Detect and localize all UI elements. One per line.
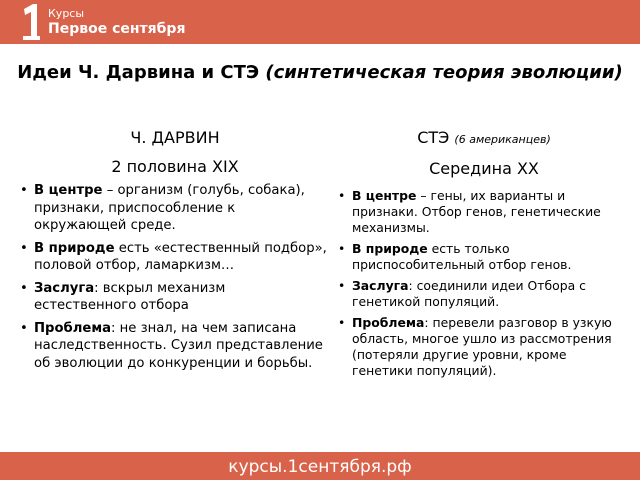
top-bar <box>0 0 640 44</box>
ste-heading <box>338 128 630 150</box>
list-item-bold: В природе <box>34 240 115 256</box>
logo[interactable] <box>20 3 185 41</box>
list-item-text: : вскрыл механизм естественного отбора <box>34 280 226 313</box>
ste-heading-text: СТЭ <box>417 128 455 147</box>
darwin-list <box>20 182 330 372</box>
list-item-bold: В центре <box>352 188 417 203</box>
list-item-bold: Заслуга <box>34 280 95 296</box>
list-item <box>20 280 330 315</box>
ste-subheading: Середина XX <box>429 159 539 178</box>
list-item <box>20 240 330 275</box>
list-item <box>338 278 630 310</box>
list-item-text: : не знал, на чем записана наследственность. Сузил представление об эволюции до конкуренции и борьбы. <box>34 320 323 371</box>
list-item-text: – гены, их варианты и признаки. Отбор генов, генетические механизмы. <box>352 188 601 235</box>
list-item-text: есть «естественный подбор», половой отбор, ламаркизм… <box>34 240 327 273</box>
list-item-text: : соединили идеи Отбора с генетикой популяций. <box>352 278 586 309</box>
darwin-column <box>20 128 330 377</box>
slide-title-main: Идеи Ч. Дарвина и СТЭ <box>17 62 266 83</box>
list-item <box>20 320 330 373</box>
list-item-text: – организм (голубь, собака), признаки, приспособление к окружающей среде. <box>34 183 305 233</box>
logo-line1: Курсы <box>48 7 85 20</box>
list-item <box>338 241 630 273</box>
footer-bar <box>0 452 640 480</box>
logo-one-icon <box>20 3 42 41</box>
darwin-heading: Ч. ДАРВИН <box>130 128 220 147</box>
list-item-bold: Проблема <box>352 315 425 330</box>
list-item <box>338 315 630 379</box>
list-item-bold: Проблема <box>34 320 112 336</box>
darwin-subheading: 2 половина XIX <box>111 157 239 176</box>
list-item <box>338 188 630 236</box>
logo-line2: Первое сентября <box>48 21 186 37</box>
logo-text <box>48 8 185 36</box>
ste-list <box>338 188 630 379</box>
list-item-bold: В природе <box>352 241 428 256</box>
footer-url[interactable]: курсы.1сентября.рф <box>228 457 412 477</box>
slide-title <box>0 60 640 86</box>
list-item-text: есть только приспособительный отбор генов. <box>352 241 572 272</box>
slide-title-italic: (синтетическая теория эволюции) <box>265 62 623 83</box>
list-item-text: : перевели разговор в узкую область, многое ушло из рассмотрения (потеряли другие уровни, кроме генетики популяций). <box>352 315 612 378</box>
list-item <box>20 182 330 235</box>
list-item-bold: В центре <box>34 183 103 198</box>
ste-heading-note: (6 американцев) <box>454 133 551 146</box>
ste-column <box>338 128 630 384</box>
list-item-bold: Заслуга <box>352 278 409 293</box>
